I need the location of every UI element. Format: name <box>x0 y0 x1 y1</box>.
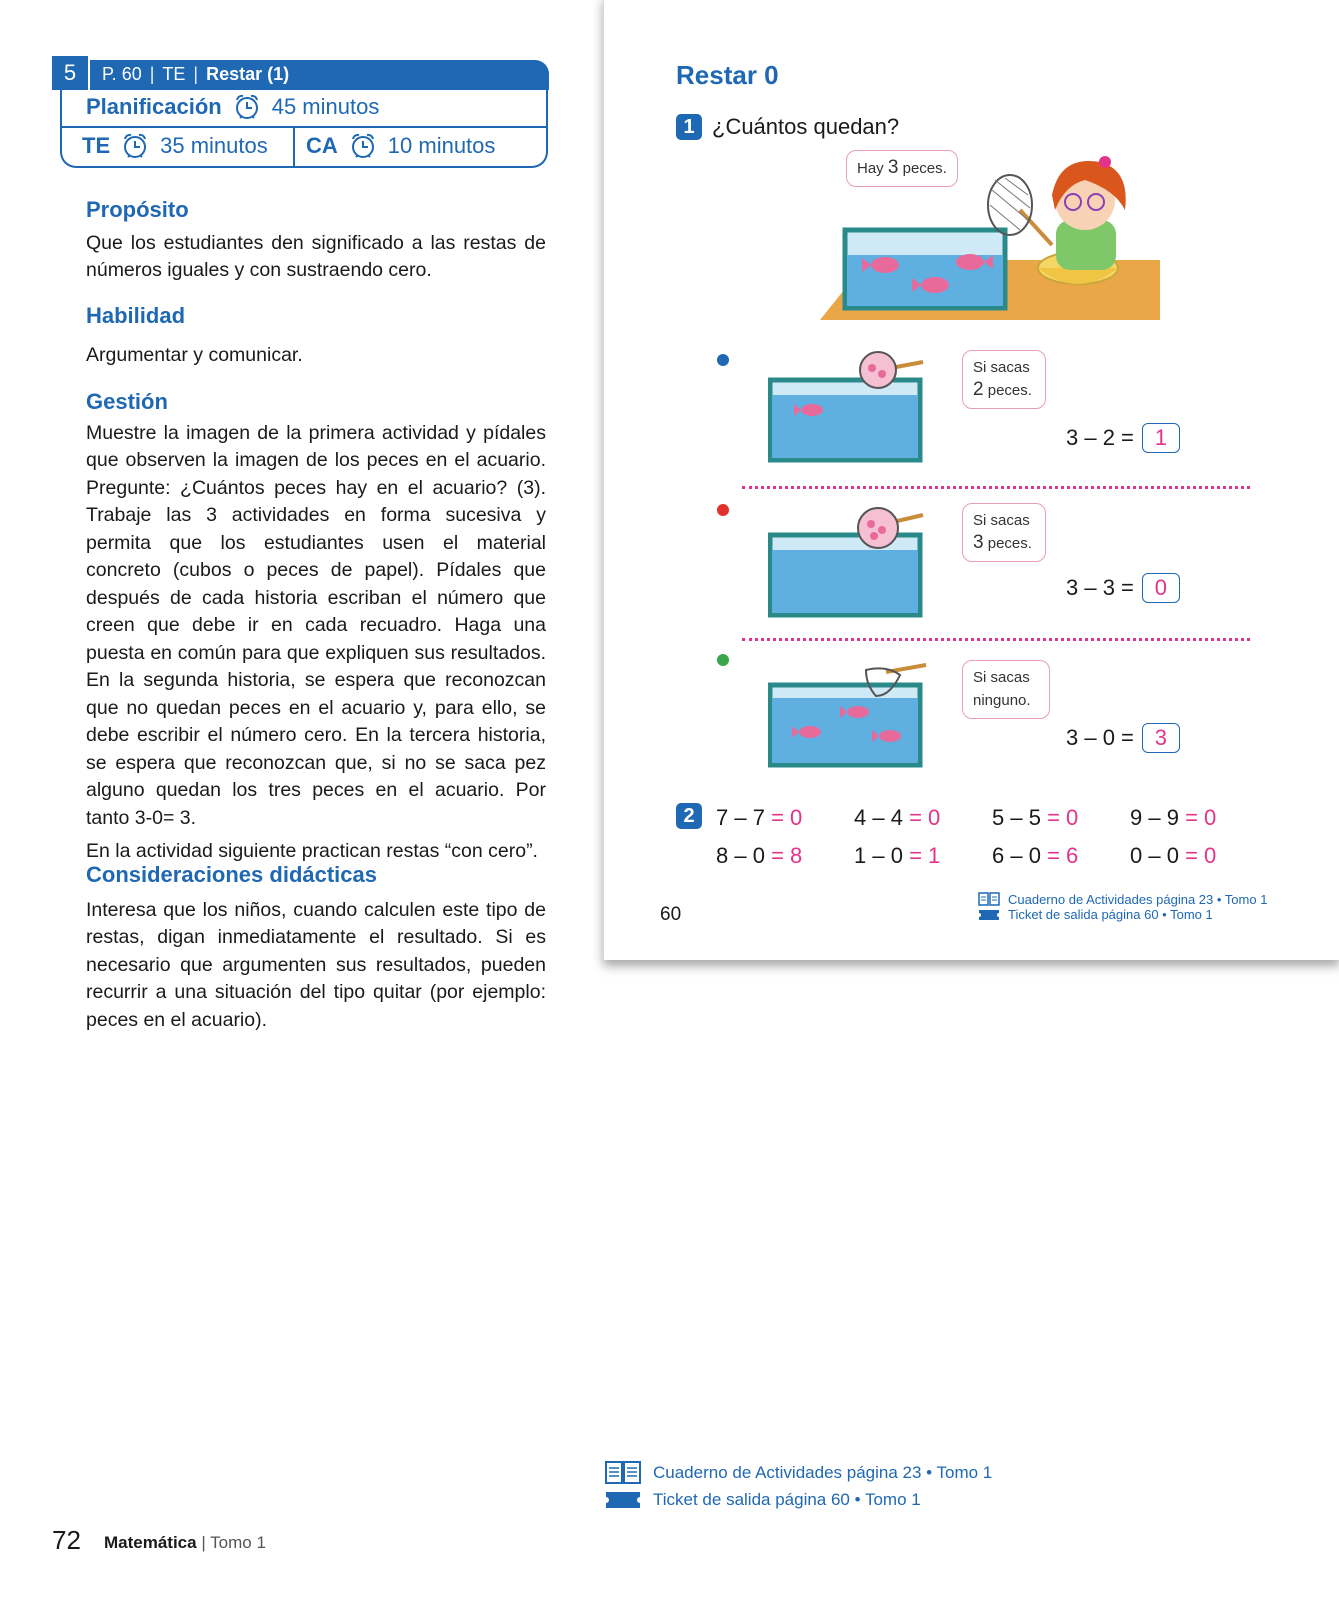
exercise-expr: 7 – 7 <box>716 805 765 830</box>
speech-bubble <box>846 150 958 187</box>
page-number: 72 <box>52 1525 81 1555</box>
footer-volume: Tomo 1 <box>210 1533 266 1552</box>
ref-text: Cuaderno de Actividades página 23 • Tomo 1 <box>1008 891 1268 907</box>
book-cuaderno-ref <box>978 891 1267 907</box>
exercise-expr: 1 – 0 <box>854 843 903 868</box>
exercise-expr: 0 – 0 <box>1130 843 1179 868</box>
section-text: Que los estudiantes den significado a las restas de números iguales y con sustraendo cero. <box>86 231 546 281</box>
answer-box: 0 <box>1142 573 1180 603</box>
bubble-number: 3 <box>973 532 984 553</box>
answer-box: 3 <box>1142 723 1180 753</box>
aquarium-illustration <box>768 500 938 620</box>
exercise-result: = 0 <box>1047 805 1079 830</box>
ticket-icon <box>605 1490 641 1510</box>
bubble-text: peces. <box>987 382 1032 399</box>
footer-title: Matemática | Tomo 1 <box>104 1533 266 1552</box>
exercise-expr: 4 – 4 <box>854 805 903 830</box>
story-bullet <box>717 504 729 516</box>
student-book-page <box>603 0 1339 960</box>
header-lesson: Restar (1) <box>206 64 290 84</box>
exercise-result: = 0 <box>1185 805 1217 830</box>
aquarium-illustration <box>768 340 938 465</box>
ca-label: CA <box>306 133 338 158</box>
bubble-text: Hay <box>857 160 884 177</box>
answer-box: 1 <box>1142 423 1180 453</box>
equation <box>1066 423 1180 453</box>
gestion-section <box>86 388 546 866</box>
exercise <box>1130 843 1216 869</box>
section-heading: Consideraciones didácticas <box>86 862 377 887</box>
book-ticket-ref <box>978 907 1213 922</box>
section-text: En la actividad siguiente practican restas “con cero”. <box>86 840 538 862</box>
question-badge: 1 <box>676 114 702 140</box>
footer-subject: Matemática <box>104 1533 197 1552</box>
equation <box>1066 723 1180 753</box>
bubble-text: ninguno. <box>973 692 1031 709</box>
te-time-row <box>82 132 268 160</box>
exercise-result: = 6 <box>1047 843 1079 868</box>
exercise-result: = 0 <box>771 805 803 830</box>
speech-bubble <box>962 350 1046 409</box>
consideraciones-section <box>86 861 546 1034</box>
exercise <box>992 843 1078 869</box>
exercise <box>854 843 940 869</box>
divider <box>60 126 548 128</box>
exercise-result: = 0 <box>1185 843 1217 868</box>
dotted-separator <box>742 638 1250 641</box>
te-label: TE <box>82 133 111 158</box>
speech-bubble <box>962 503 1046 562</box>
habilidad-section <box>86 302 546 369</box>
bubble-text: Si sacas <box>973 669 1030 686</box>
question-badge: 2 <box>676 803 702 829</box>
section-heading: Gestión <box>86 389 168 414</box>
open-book-icon <box>978 891 1000 907</box>
alarm-clock-icon <box>232 93 262 121</box>
ref-text: Ticket de salida página 60 • Tomo 1 <box>1008 907 1213 922</box>
alarm-clock-icon <box>348 132 378 160</box>
proposito-section <box>86 196 546 285</box>
equation-expr: 3 – 3 = <box>1066 575 1134 600</box>
book-title: Restar 0 <box>676 60 779 90</box>
ticket-icon <box>978 908 1000 922</box>
book-page-number: 60 <box>660 904 682 925</box>
exercise <box>716 805 802 831</box>
header-page: P. 60 <box>102 64 142 84</box>
header-mode: TE <box>162 64 186 84</box>
exercise-expr: 5 – 5 <box>992 805 1041 830</box>
section-heading: Propósito <box>86 197 189 222</box>
cuaderno-reference <box>605 1460 992 1486</box>
ref-text: Ticket de salida página 60 • Tomo 1 <box>653 1490 921 1509</box>
exercise-expr: 8 – 0 <box>716 843 765 868</box>
exercise-expr: 9 – 9 <box>1130 805 1179 830</box>
planning-time: 45 minutos <box>271 94 380 119</box>
bubble-text: peces. <box>902 160 947 177</box>
ca-time-row <box>306 132 495 160</box>
aquarium-illustration <box>768 660 938 770</box>
bubble-text: Si sacas <box>973 512 1030 529</box>
exercise <box>854 805 940 831</box>
divider <box>293 127 295 168</box>
exercise <box>716 843 802 869</box>
ref-text: Cuaderno de Actividades página 23 • Tomo 1 <box>653 1463 993 1482</box>
section-text: Argumentar y comunicar. <box>86 343 303 366</box>
bubble-text: Si sacas <box>973 359 1030 376</box>
lesson-number: 5 <box>52 56 90 90</box>
planning-row <box>86 93 379 121</box>
dotted-separator <box>742 486 1250 489</box>
exercise-result: = 8 <box>771 843 803 868</box>
exercise <box>1130 805 1216 831</box>
equation-expr: 3 – 2 = <box>1066 425 1134 450</box>
exercise-expr: 6 – 0 <box>992 843 1041 868</box>
ticket-reference <box>605 1490 921 1510</box>
header-title: P. 60 | TE | Restar (1) <box>102 64 290 84</box>
exercise-result: = 1 <box>909 843 941 868</box>
equation-expr: 3 – 0 = <box>1066 725 1134 750</box>
story-bullet <box>717 654 729 666</box>
section-text: Interesa que los niños, cuando calculen este tipo de restas, digan inmediatamente el resultado. Si es necesario que argumenten sus resultados, pueden recurrir a una situación del tipo quitar (por ejemplo: peces en el acuario). <box>86 898 546 1031</box>
open-book-icon <box>605 1460 641 1486</box>
bubble-number: 2 <box>973 379 984 400</box>
story-bullet <box>717 354 729 366</box>
planning-label: Planificación <box>86 94 222 119</box>
exercise-result: = 0 <box>909 805 941 830</box>
equation <box>1066 573 1180 603</box>
speech-bubble <box>962 660 1050 719</box>
bubble-text: peces. <box>987 535 1032 552</box>
section-text: Muestre la imagen de la primera actividad y pídales que observen la imagen de los peces en el acuario. Pregunte: ¿Cuántos peces hay en el acuario? (3). Trabaje las 3 actividades en forma sucesiva y permita que los estudiantes usen el material concreto (cubos o peces de papel). Pídales que después de cada historia escriban el número que creen que debe ir en cada recuadro. Haga una puesta en común para que expliquen sus resultados. En la segunda historia, se espera que reconozcan que no quedan peces en el acuario y, para ello, se debe escribir el número cero. En la tercera historia, se espera que reconozcan que, si no se saca pez alguno quedan los tres peces en el acuario. Por tanto 3-0= 3. <box>86 421 546 829</box>
question-text: ¿Cuántos quedan? <box>712 114 900 139</box>
exercise <box>992 805 1078 831</box>
ca-time: 10 minutos <box>387 133 496 158</box>
alarm-clock-icon <box>120 132 150 160</box>
bubble-number: 3 <box>887 157 899 178</box>
section-heading: Habilidad <box>86 303 186 328</box>
te-time: 35 minutos <box>160 133 268 158</box>
